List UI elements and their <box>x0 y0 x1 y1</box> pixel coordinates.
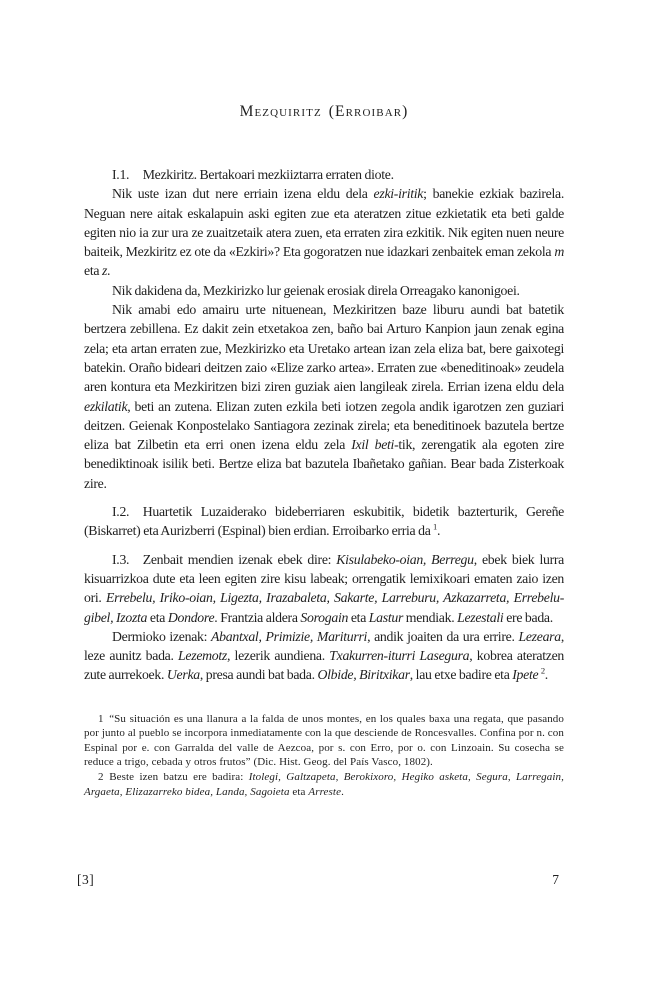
footnote-2: 2 Beste izen batzu ere badira: Itolegi, Galtzapeta, Berokixoro, Hegiko asketa, Segura, Larregain, Argaeta, Elizazarreko bidea, Landa, Sagoieta eta Arreste. <box>84 771 564 798</box>
paragraph-section-1-2: I.2. Huartetik Luzaiderako bideberriaren eskubitik, bidetik bazterturik, Gereñe (Biskarret) eta Aurizberri (Espinal) bien erdian. Erroibarko erria da $^1$. <box>84 504 564 539</box>
paragraph: Nik dakidena da, Mezkirizko lur geienak erosiak direla Orreagako kanonigoei. <box>112 282 520 298</box>
text-block <box>84 103 564 799</box>
page-number: 7 <box>552 872 559 887</box>
paragraph-section-1-3: I.3. Zenbait mendien izenak ebek dire: Kisulabeko-oian, Berregu, ebek biek lurra kisuarrizkoa dute eta leen egiten zire kisu labeak; orrengatik lemixikoari ematen zaio izen ori. Errebelu, Iriko-oian, Ligezta, Irazabaleta, Sakarte, Larreburu, Azkazarreta, Errebelu-gibel, Izozta eta Dondore. Frantzia aldera Sorogain eta Lastur mendiak. Lezestali ere bada. <box>84 551 565 625</box>
paragraph: Nik uste izan dut nere erriain izena eldu dela ezki-iritik; banekie ezkiak bazirela. Neguan nere aitak eskalapuin aski egiten zue eta ateratzen zitue ezkietatik eta beti galde egiten nio ia zur ura ze zuaitzetaik atera zuen, eta erraten zira ezkitik. Nik egiten nuen neure baiteik, Mezkiritz ez ote da «Ezkiri»? Eta gogoratzen nue idazkari zenbaitek eman zekola m eta z. <box>84 186 565 279</box>
sheet-number: [3] <box>77 872 95 887</box>
paragraph-section-1-1-heading: I.1. Mezkiritz. Bertakoari mezkiiztarra erraten diote. <box>112 167 394 182</box>
page-title: Mezquiritz (Erroibar) <box>239 103 409 120</box>
paragraph: Dermioko izenak: Abantxal, Primizie, Mariturri, andik joaiten da ura errire. Lezeara, leze aunitz bada. Lezemotz, lezerik aundiena. Txakurren-iturri Lasegura, kobrea ateratzen zute aurrekoek. Uerka, presa aundi bat bada. Olbide, Biritxikar, lau etxe badire eta Ipete $^2$. <box>84 628 564 683</box>
paragraph: Nik amabi edo amairu urte nituenean, Mezkiritzen baze liburu aundi bat batetik bertzera zebillena. Ez dakit zein etxetakoa zen, baño bai Arturo Kanpion jaun zenak egina zela; eta artan erraten zue, Mezkirizko eta Uretako artean izan zela eliza bat, bere gaixotegi batekin. Oraño bideari deitzen zaio «Elize zarko artea». Erraten zue «beneditinoak» zeudela aren kontura eta Mezkiritzen bizi ziren guziak aien langileak zirela. Errian izena eldu dela ezkilatik, beti an zutena. Elizan zuten ezkila beti iotzen zegola andik igarotzen zen guziari deitzen. Geienak Konpostelako Santiagora zezinak zirela; eta beneditinoek bazutela bertze eliza bat Zilbetin eta erri onen izena eldu zela Ixil beti-tik, zerengatik ala egoten zire benediktinoak isilik beti. Bertze eliza bat bazutela Ibañetako gañian. Bear bada Zisterkoak zire. <box>84 302 564 491</box>
footnotes-block <box>84 712 564 799</box>
footnote-1: 1 “Su situación es una llanura a la falda de unos montes, en los quales baxa una regata, que pasando por junto al pueblo se incorpora inmediatamente con la que desciende de Roncesvalles. Confina por n. con Espinal por e. con Garralda del valle de Aezcoa, por s. con Erro, por o. con Linzoain. Su cosecha se reduce a trigo, cebada y otros frutos” (Dic. Hist. Geog. del País Vasco, 1802). <box>84 712 564 768</box>
